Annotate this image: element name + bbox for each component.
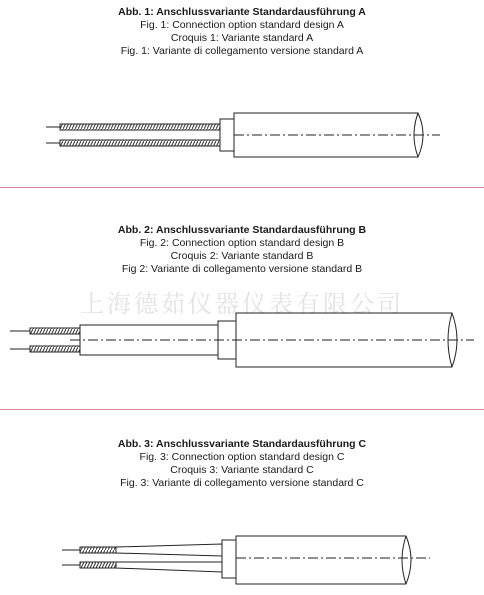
figure-3-line-fr: Croquis 3: Variante standard C	[170, 464, 314, 476]
section-divider-2	[0, 409, 484, 410]
figure-3-line-it: Fig. 3: Variante di collegamento versione standard C	[120, 477, 364, 489]
figure-3-title: Abb. 3: Anschlussvariante Standardausführung C	[117, 438, 367, 450]
figure-1-drawing	[0, 105, 484, 175]
figure-3-drawing	[0, 532, 484, 595]
figure-1-caption	[0, 6, 484, 58]
figure-2-line-en: Fig. 2: Connection option standard design B	[139, 237, 345, 249]
figure-2-title: Abb. 2: Anschlussvariante Standardausführung B	[117, 224, 367, 236]
figure-3-line-en: Fig. 3: Connection option standard design C	[139, 451, 345, 463]
figure-2-caption	[0, 224, 484, 276]
figure-1-title: Abb. 1: Anschlussvariante Standardausführung A	[118, 6, 366, 18]
figure-1-line-fr: Croquis 1: Variante standard A	[170, 32, 314, 44]
figure-1-line-it: Fig. 1: Variante di collegamento versione standard A	[120, 45, 364, 57]
figure-2-line-it: Fig 2: Variante di collegamento versione standard B	[121, 263, 363, 275]
section-divider-1	[0, 187, 484, 188]
figure-2-drawing	[0, 305, 484, 380]
figure-3-caption	[0, 438, 484, 490]
watermark: 上海德茹仪器仪表有限公司	[80, 290, 404, 318]
figure-2-line-fr: Croquis 2: Variante standard B	[170, 250, 314, 262]
figure-1-line-en: Fig. 1: Connection option standard design A	[140, 19, 344, 31]
